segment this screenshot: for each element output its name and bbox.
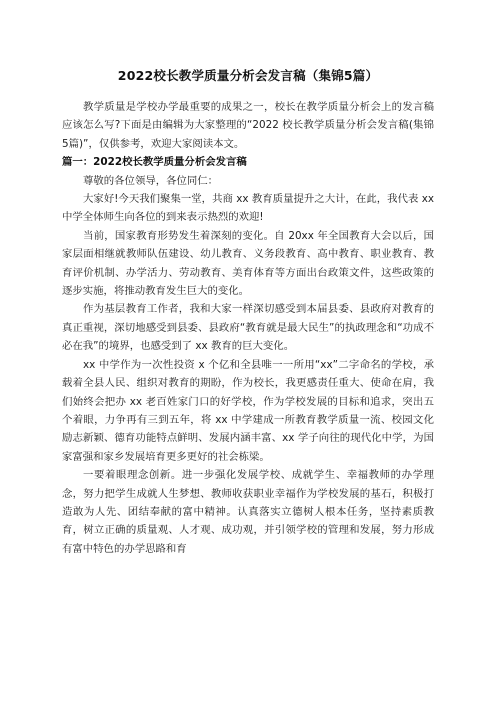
document-page — [62, 0, 434, 558]
body-paragraph: 大家好!今天我们聚集一堂，共商 xx 教育质量提升之大计，在此，我代表 xx 中学全体师生向各位的到来表示热烈的欢迎! — [62, 193, 434, 224]
body-paragraph: xx 中学作为一次性投资 x 个亿和全县唯一一所用“xx”二字命名的学校，承载着全县人民、组织对教育的期盼，作为校长，我更感责任重大、使命在肩，我们始终会把办 xx 老百姓家门口的好学校，作为学校发展的目标和追求，突出五个着眼，力争再有三到五年，将 xx 中学建成一所教育教学质量一流、校园文化励志新颖、德育功能特点鲜明、发展内涵丰富、xx 学子向往的现代化中学，为国家富强和家乡发展培育更多更好的社会栋梁。 — [62, 358, 434, 463]
section-heading: 篇一：2022校长教学质量分析会发言稿 — [62, 156, 247, 169]
document-body — [62, 98, 434, 558]
body-paragraph: 作为基层教育工作者，我和大家一样深切感受到本届县委、县政府对教育的真正重视，深切地感受到县委、县政府“教育就是最大民生”的执政理念和“功成不必在我”的境界，也感受到了 xx 教育的巨大变化。 — [62, 303, 434, 353]
body-paragraph: 一要着眼理念创新。进一步强化发展学校、成就学生、幸福教师的办学理念，努力把学生成就人生梦想、教师收获职业幸福作为学校发展的基石，积极打造敢为人先、团结奉献的富中精神。认真落实立德树人根本任务，坚持素质教育，树立正确的质量观、人才观、成功观，并引领学校的管理和发展，努力形成有富中特色的办学思路和育 — [62, 469, 434, 555]
intro-paragraph: 教学质量是学校办学最重要的成果之一，校长在教学质量分析会上的发言稿应该怎么写?下面是由编辑为大家整理的“2022 校长教学质量分析会发言稿(集锦5篇)”，仅供参考，欢迎大家阅读本文。 — [62, 101, 434, 150]
body-paragraph: 当前，国家教育形势发生着深刻的变化。自 20xx 年全国教育大会以后，国家层面相继就教师队伍建设、幼儿教育、义务段教育、高中教育、职业教育、教育评价机制、办学活力、劳动教育、美育体育等方面出台政策文件，这些政策的逐步实施，将推动教育发生巨大的变化。 — [62, 229, 434, 298]
document-title: 2022校长教学质量分析会发言稿（集锦5篇） — [117, 68, 379, 83]
body-paragraph: 尊敬的各位领导，各位同仁： — [83, 174, 219, 187]
